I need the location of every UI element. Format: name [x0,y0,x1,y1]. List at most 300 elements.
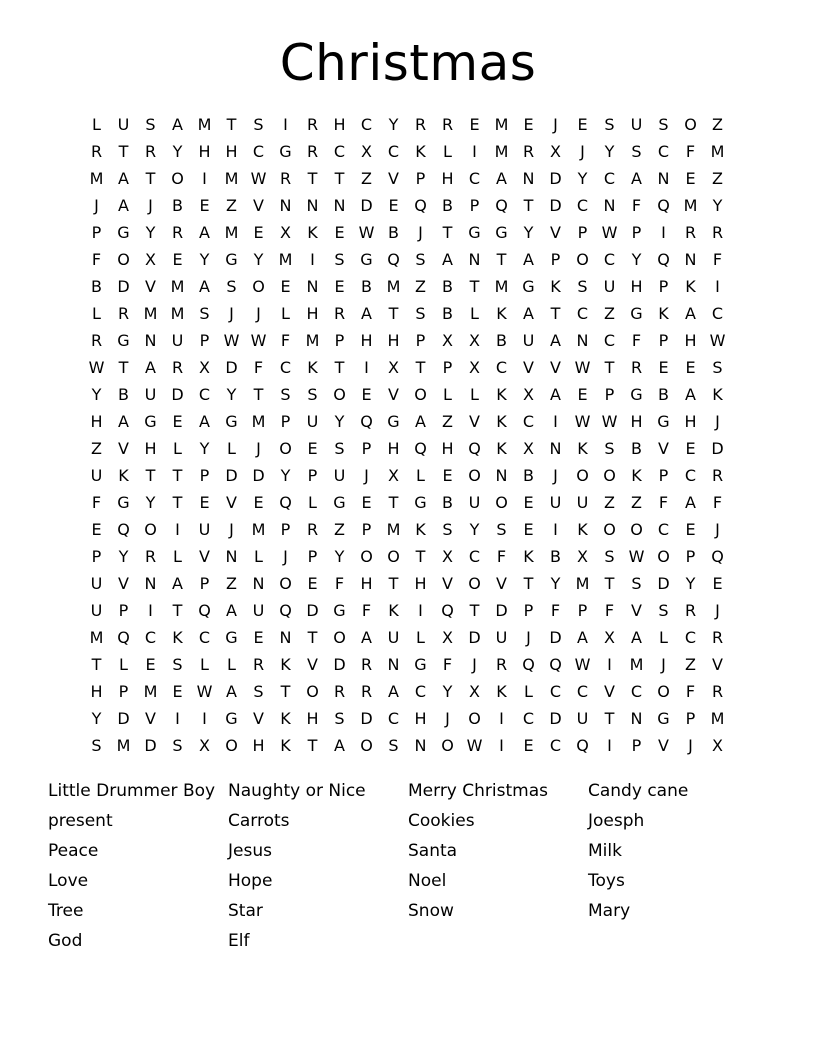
grid-letter: K [415,142,426,161]
grid-letter: R [306,142,319,161]
grid-letter: J [283,547,288,566]
grid-letter: K [712,385,723,404]
grid-letter: K [550,277,561,296]
grid-letter: C [603,331,616,350]
grid-letter: K [415,520,426,539]
grid-letter: T [388,574,399,593]
grid-letter: N [306,277,319,296]
grid-letter: G [117,223,130,242]
grid-letter: N [576,331,589,350]
grid-letter: X [442,628,453,647]
grid-letter: E [577,115,588,134]
grid-letter: F [685,682,696,701]
grid-letter: C [684,466,697,485]
grid-letter: B [172,196,183,215]
grid-letter: O [144,520,157,539]
grid-letter: E [523,493,534,512]
grid-letter: A [361,628,372,647]
grid-letter: L [308,493,317,512]
grid-letter: C [144,628,157,647]
grid-letter: C [576,196,589,215]
grid-letter: G [360,250,373,269]
grid-letter: R [333,682,346,701]
grid-letter: S [658,601,669,620]
grid-row [83,570,733,597]
grid-letter: O [603,466,616,485]
grid-letter: K [118,466,129,485]
grid-letter: H [414,709,427,728]
grid-letter: B [361,277,372,296]
grid-letter: B [442,196,453,215]
grid-letter: R [711,628,724,647]
grid-letter: I [553,520,558,539]
grid-letter: T [550,304,561,323]
grid-letter: T [307,628,318,647]
grid-letter: S [334,250,345,269]
grid-letter: V [388,385,399,404]
grid-letter: P [91,547,102,566]
grid-letter: X [442,547,453,566]
grid-letter: T [91,655,102,674]
grid-letter: E [577,385,588,404]
grid-letter: A [523,250,534,269]
grid-letter: E [658,358,669,377]
grid-letter: F [496,547,507,566]
grid-letter: S [442,520,453,539]
grid-letter: I [418,601,423,620]
grid-letter: M [494,142,509,161]
grid-letter: Q [360,412,373,431]
grid-letter: Z [334,520,345,539]
word-list-item: Toys [588,871,625,891]
grid-letter: O [279,574,292,593]
grid-letter: O [333,385,346,404]
grid-letter: X [712,736,723,755]
grid-letter: K [496,304,507,323]
grid-letter: L [173,439,182,458]
grid-letter: I [202,169,207,188]
grid-letter: T [253,385,264,404]
grid-letter: W [709,331,726,350]
grid-letter: N [225,547,238,566]
grid-letter: H [360,574,373,593]
grid-letter: T [118,142,129,161]
grid-letter: T [469,277,480,296]
grid-letter: Y [523,223,534,242]
grid-letter: K [280,655,291,674]
grid-letter: S [658,115,669,134]
grid-letter: T [307,736,318,755]
grid-letter: P [685,709,696,728]
grid-letter: L [443,385,452,404]
grid-letter: T [307,169,318,188]
grid-letter: Y [145,493,156,512]
grid-letter: R [144,547,157,566]
grid-letter: D [360,196,373,215]
grid-letter: A [685,493,696,512]
grid-letter: G [522,277,535,296]
grid-letter: G [225,250,238,269]
grid-letter: C [522,412,535,431]
grid-letter: C [711,304,724,323]
grid-letter: G [333,601,346,620]
grid-letter: T [172,493,183,512]
grid-letter: E [685,169,696,188]
grid-letter: Z [226,196,237,215]
grid-letter: C [252,142,265,161]
grid-letter: D [549,169,562,188]
grid-letter: X [388,466,399,485]
grid-letter: S [334,709,345,728]
grid-letter: V [118,574,129,593]
grid-row [83,705,733,732]
grid-letter: Y [199,250,210,269]
word-list-item: Carrots [228,811,290,831]
grid-letter: R [684,601,697,620]
grid-letter: J [688,736,693,755]
grid-letter: U [468,493,481,512]
grid-letter: M [629,655,644,674]
word-list-item: Tree [48,901,84,921]
grid-letter: J [580,142,585,161]
grid-letter: L [227,655,236,674]
grid-letter: H [441,169,454,188]
grid-letter: U [144,385,157,404]
grid-row [83,246,733,273]
grid-letter: V [712,655,723,674]
grid-letter: D [117,277,130,296]
grid-letter: A [172,574,183,593]
grid-row [83,543,733,570]
grid-letter: J [715,412,720,431]
grid-letter: P [658,466,669,485]
grid-letter: C [198,385,211,404]
grid-letter: J [256,304,261,323]
grid-letter: E [91,520,102,539]
grid-letter: K [280,736,291,755]
word-list-item: Snow [408,901,454,921]
grid-letter: P [280,412,291,431]
grid-letter: R [711,682,724,701]
grid-letter: A [550,385,561,404]
grid-letter: A [685,385,696,404]
grid-letter: C [576,682,589,701]
grid-letter: N [387,655,400,674]
grid-letter: V [550,358,561,377]
grid-letter: K [577,439,588,458]
grid-letter: M [683,196,698,215]
grid-letter: A [118,169,129,188]
grid-letter: M [224,169,239,188]
grid-letter: E [172,682,183,701]
grid-letter: D [144,736,157,755]
grid-letter: B [658,385,669,404]
grid-letter: V [253,709,264,728]
grid-letter: X [199,736,210,755]
grid-letter: K [388,601,399,620]
grid-letter: B [550,547,561,566]
grid-letter: G [468,223,481,242]
grid-letter: V [658,736,669,755]
grid-letter: K [172,628,183,647]
grid-row [83,381,733,408]
grid-letter: T [388,493,399,512]
grid-letter: T [118,358,129,377]
grid-letter: T [226,115,237,134]
grid-letter: L [524,682,533,701]
grid-letter: O [657,682,670,701]
grid-letter: P [199,466,210,485]
grid-letter: E [307,574,318,593]
grid-letter: S [307,385,318,404]
grid-letter: B [442,493,453,512]
grid-row [83,597,733,624]
grid-letter: F [712,250,723,269]
grid-letter: M [143,304,158,323]
grid-letter: N [279,628,292,647]
grid-letter: E [280,277,291,296]
grid-letter: H [387,439,400,458]
grid-letter: A [442,250,453,269]
grid-letter: H [441,439,454,458]
grid-letter: L [254,547,263,566]
grid-letter: V [631,601,642,620]
grid-letter: X [361,142,372,161]
grid-row [83,435,733,462]
grid-letter: P [199,331,210,350]
grid-letter: U [549,493,562,512]
grid-letter: A [226,682,237,701]
grid-letter: Q [387,250,400,269]
grid-letter: X [442,331,453,350]
grid-letter: E [253,493,264,512]
grid-letter: O [603,520,616,539]
grid-letter: S [172,655,183,674]
grid-letter: J [94,196,99,215]
word-list-item: Joesph [588,811,645,831]
grid-letter: Z [604,493,615,512]
grid-letter: Q [711,547,724,566]
grid-letter: C [468,547,481,566]
grid-letter: U [576,493,589,512]
grid-letter: G [144,412,157,431]
grid-letter: V [226,493,237,512]
grid-letter: Y [199,439,210,458]
grid-letter: A [577,628,588,647]
grid-letter: F [631,331,642,350]
grid-letter: G [630,385,643,404]
grid-letter: Y [118,547,129,566]
grid-letter: O [387,547,400,566]
grid-letter: H [306,709,319,728]
grid-letter: Q [576,736,589,755]
grid-letter: D [549,196,562,215]
grid-letter: P [442,358,453,377]
grid-letter: X [604,628,615,647]
grid-letter: G [279,142,292,161]
grid-letter: N [522,169,535,188]
grid-letter: G [225,628,238,647]
grid-letter: T [145,466,156,485]
grid-letter: Z [415,277,426,296]
word-list-item: Cookies [408,811,475,831]
grid-letter: F [442,655,453,674]
grid-letter: R [414,115,427,134]
grid-letter: Y [442,682,453,701]
grid-letter: D [468,628,481,647]
grid-letter: V [388,169,399,188]
grid-letter: P [631,736,642,755]
grid-letter: I [364,358,369,377]
grid-letter: S [577,277,588,296]
grid-letter: E [199,196,210,215]
grid-letter: I [175,520,180,539]
grid-letter: K [685,277,696,296]
grid-letter: M [494,115,509,134]
grid-letter: A [226,601,237,620]
grid-letter: I [310,250,315,269]
grid-letter: N [603,196,616,215]
grid-letter: A [523,304,534,323]
grid-letter: R [684,223,697,242]
grid-letter: H [360,331,373,350]
grid-letter: C [360,115,373,134]
grid-letter: H [333,115,346,134]
grid-letter: K [577,520,588,539]
grid-letter: A [145,358,156,377]
grid-letter: R [306,115,319,134]
grid-letter: R [522,142,535,161]
grid-letter: M [251,520,266,539]
grid-letter: N [468,250,481,269]
grid-letter: Q [549,655,562,674]
grid-letter: U [333,466,346,485]
grid-letter: W [223,331,240,350]
grid-letter: B [442,304,453,323]
grid-letter: O [414,385,427,404]
grid-letter: J [661,655,666,674]
grid-letter: X [280,223,291,242]
grid-letter: K [307,358,318,377]
grid-letter: A [631,628,642,647]
grid-letter: E [442,466,453,485]
grid-row [83,624,733,651]
grid-letter: R [306,520,319,539]
grid-letter: N [495,466,508,485]
grid-letter: F [253,358,264,377]
grid-letter: G [630,304,643,323]
grid-letter: L [416,466,425,485]
grid-letter: Y [91,709,102,728]
word-list-item: Santa [408,841,458,861]
grid-letter: C [333,142,346,161]
grid-letter: G [495,223,508,242]
grid-letter: S [631,574,642,593]
grid-letter: V [469,412,480,431]
grid-letter: E [685,358,696,377]
grid-letter: G [414,493,427,512]
grid-letter: C [549,736,562,755]
grid-letter: P [199,574,210,593]
grid-letter: U [495,628,508,647]
grid-letter: C [198,628,211,647]
grid-letter: M [278,250,293,269]
grid-letter: Z [442,412,453,431]
word-list-item: God [48,931,83,951]
grid-letter: K [631,466,642,485]
grid-letter: Q [657,196,670,215]
grid-letter: Y [685,574,696,593]
grid-letter: R [711,223,724,242]
grid-letter: O [495,493,508,512]
word-list-item: Naughty or Nice [228,781,366,801]
grid-letter: Q [441,601,454,620]
grid-letter: P [685,547,696,566]
grid-letter: C [414,682,427,701]
grid-letter: R [279,169,292,188]
grid-row [83,732,733,759]
grid-letter: E [523,115,534,134]
grid-letter: A [199,223,210,242]
grid-letter: T [415,547,426,566]
grid-letter: C [576,304,589,323]
grid-letter: D [495,601,508,620]
grid-letter: R [117,304,130,323]
grid-letter: S [145,115,156,134]
grid-letter: L [470,385,479,404]
grid-letter: A [334,736,345,755]
grid-letter: R [90,142,103,161]
grid-letter: S [280,385,291,404]
grid-letter: E [712,574,723,593]
grid-row [83,516,733,543]
grid-letter: T [604,709,615,728]
grid-letter: Z [361,169,372,188]
grid-letter: N [414,736,427,755]
grid-letter: J [256,439,261,458]
grid-letter: O [468,466,481,485]
grid-letter: T [604,574,615,593]
grid-letter: U [576,709,589,728]
grid-letter: V [253,196,264,215]
grid-letter: T [469,601,480,620]
grid-letter: P [415,169,426,188]
grid-letter: K [496,385,507,404]
grid-letter: S [91,736,102,755]
grid-letter: V [604,682,615,701]
grid-letter: V [442,574,453,593]
grid-letter: Z [226,574,237,593]
grid-letter: B [631,439,642,458]
grid-letter: D [657,574,670,593]
grid-letter: D [360,709,373,728]
grid-letter: D [117,709,130,728]
grid-letter: L [200,655,209,674]
grid-letter: V [550,223,561,242]
grid-letter: H [252,736,265,755]
grid-letter: O [657,547,670,566]
grid-letter: K [496,682,507,701]
grid-letter: X [469,682,480,701]
word-list-item: Candy cane [588,781,689,801]
grid-letter: F [658,493,669,512]
grid-letter: P [361,520,372,539]
grid-letter: E [388,196,399,215]
grid-letter: O [306,682,319,701]
word-list-item: Merry Christmas [408,781,548,801]
grid-row [83,327,733,354]
grid-letter: J [715,520,720,539]
